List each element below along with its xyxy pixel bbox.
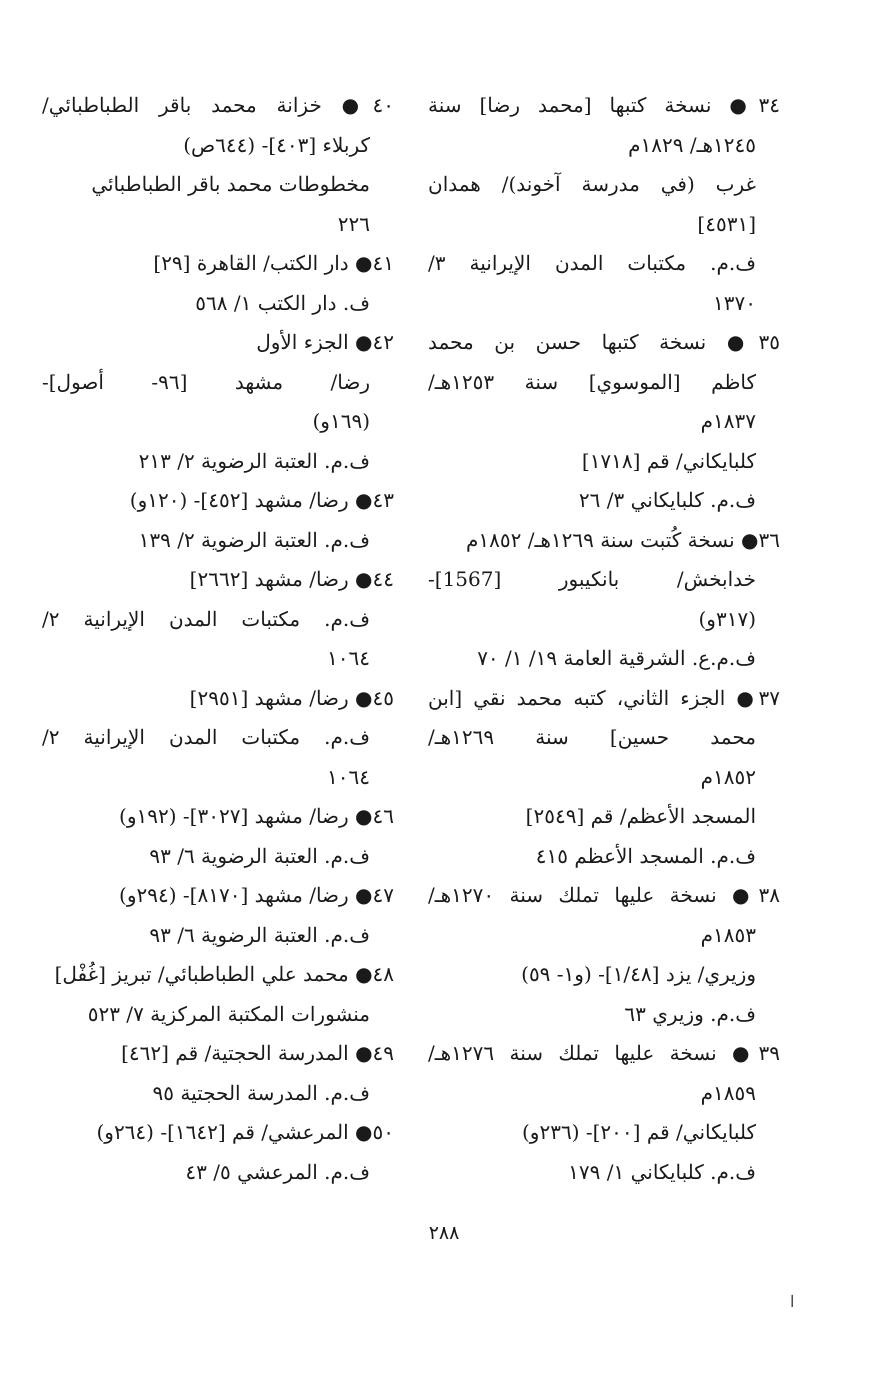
entry-line: ٣٤● نسخة كتبها [محمد رضا] سنة [428,93,780,117]
entry-line: (١٦٩و) [312,409,370,433]
entry-line: ١٨٣٧م [700,409,756,433]
entry-line: ٤٢● الجزء الأول [256,330,394,354]
entry-line: ف.م. المدرسة الحجتية ٩٥ [152,1080,370,1105]
entry-line: ٤٨● محمد علي الطباطبائي/ تبريز [غُفْل] [54,962,394,986]
entry-line: ٥٠● المرعشي/ قم [١٦٤٢]- (٢٦٤و) [96,1120,394,1144]
entry-line: (٣١٧و) [698,606,756,631]
entry-line: غرب (في مدرسة آخوند)/ همدان [428,172,756,196]
entry-line: ٤٦● رضا/ مشهد [٣٠٢٧]- (١٩٢و) [119,804,394,828]
entry-line: ١٨٥٣م [700,922,756,947]
entry-line: رضا/ مشهد [٩٦- أصول]- [42,369,371,394]
entry-line: ف.م. العتبة الرضوية ٦/ ٩٣ [149,843,370,868]
entry-line: ف.م. وزيري ٦٣ [624,1001,756,1026]
entry-line: ٤٩● المدرسة الحجتية/ قم [٤٦٢] [121,1041,394,1065]
entry-line: ف.م. مكتبات المدن الإيرانية ٢/ [42,725,370,749]
entry-line: كلبايكاني/ قم [٢٠٠]- (٢٣٦و) [521,1120,756,1144]
entry-line: ١٢٤٥هـ/ ١٨٢٩م [628,132,756,157]
entry-line: ١٨٥٢م [700,764,756,789]
entry-line: ف.م. كلبايكاني ١/ ١٧٩ [568,1159,756,1184]
entry-line: ف.م. العتبة الرضوية ٦/ ٩٣ [149,922,370,947]
edge-mark: ا [790,1292,795,1311]
entry-line: وزيري/ يزد [١/٤٨]- (و١- ٥٩) [521,962,756,986]
entry-line: المسجد الأعظم/ قم [٢٥٤٩] [525,804,756,828]
entry-line: [٤٥٣١] [697,211,756,236]
entry-line: ٣٥● نسخة كتبها حسن بن محمد [428,330,780,354]
entry-line: ٤٧● رضا/ مشهد [٨١٧٠]- (٢٩٤و) [119,883,394,907]
entry-line: ف.م. العتبة الرضوية ٢/ ٢١٣ [138,448,370,473]
entry-line: ٤١● دار الكتب/ القاهرة [٢٩] [153,251,394,275]
entry-line: ٤٠● خزانة محمد باقر الطباطبائي/ [42,93,394,117]
left-column [42,86,394,1192]
entry-line: ف.م.ع. الشرقية العامة ١٩/ ١/ ٧٠ [477,646,756,670]
entry-line: ٣٩● نسخة عليها تملك سنة ١٢٧٦هـ/ [428,1041,780,1065]
entry-line: محمد حسين] سنة ١٢٦٩هـ/ [428,725,756,749]
entry-line: ف.م. كلبايكاني ٣/ ٢٦ [578,488,756,512]
entry-line: ٣٦● نسخة كُتبت سنة ١٢٦٩هـ/ ١٨٥٢م [466,527,780,552]
entry-line: ٣٧● الجزء الثاني، كتبه محمد نقي [ابن [428,685,780,710]
entry-line: ٤٤● رضا/ مشهد [٢٦٦٢] [189,567,394,591]
entry-line: مخطوطات محمد باقر الطباطبائي [91,172,370,196]
entry-line: ٤٥● رضا/ مشهد [٢٩٥١] [189,685,394,710]
entry-line: ١٨٥٩م [700,1080,756,1105]
entry-line: كربلاء [٤٠٣]- (٦٤٤ص) [183,132,370,157]
entry-line: ف. دار الكتب ١/ ٥٦٨ [195,290,370,315]
entry-line: خدابخش/ بانكيبور [1567]- [428,567,756,591]
entry-line: ١٠٦٤ [327,646,370,670]
entry-line: ف.م. المسجد الأعظم ٤١٥ [535,843,756,868]
entry-line: ف.م. مكتبات المدن الإيرانية ٢/ [42,606,370,631]
entry-line: ف.م. مكتبات المدن الإيرانية ٣/ [428,251,756,275]
entry-line: ١٠٦٤ [327,764,370,789]
entry-line: ٣٨● نسخة عليها تملك سنة ١٢٧٠هـ/ [428,883,780,907]
entry-line: منشورات المكتبة المركزية ٧/ ٥٢٣ [87,1001,370,1026]
right-column [428,86,780,1192]
entry-line: ٤٣● رضا/ مشهد [٤٥٢]- (١٢٠و) [129,488,394,512]
entry-line: كاظم [الموسوي] سنة ١٢٥٣هـ/ [428,369,756,394]
entry-line: كلبايكاني/ قم [١٧١٨] [581,448,756,473]
entry-line: ٢٢٦ [337,211,370,236]
page-number: ٢٨٨ [428,1222,460,1244]
entry-line: ١٣٧٠ [713,290,756,315]
entry-line: ف.م. العتبة الرضوية ٢/ ١٣٩ [138,527,370,552]
entry-line: ف.م. المرعشي ٥/ ٤٣ [185,1159,370,1184]
